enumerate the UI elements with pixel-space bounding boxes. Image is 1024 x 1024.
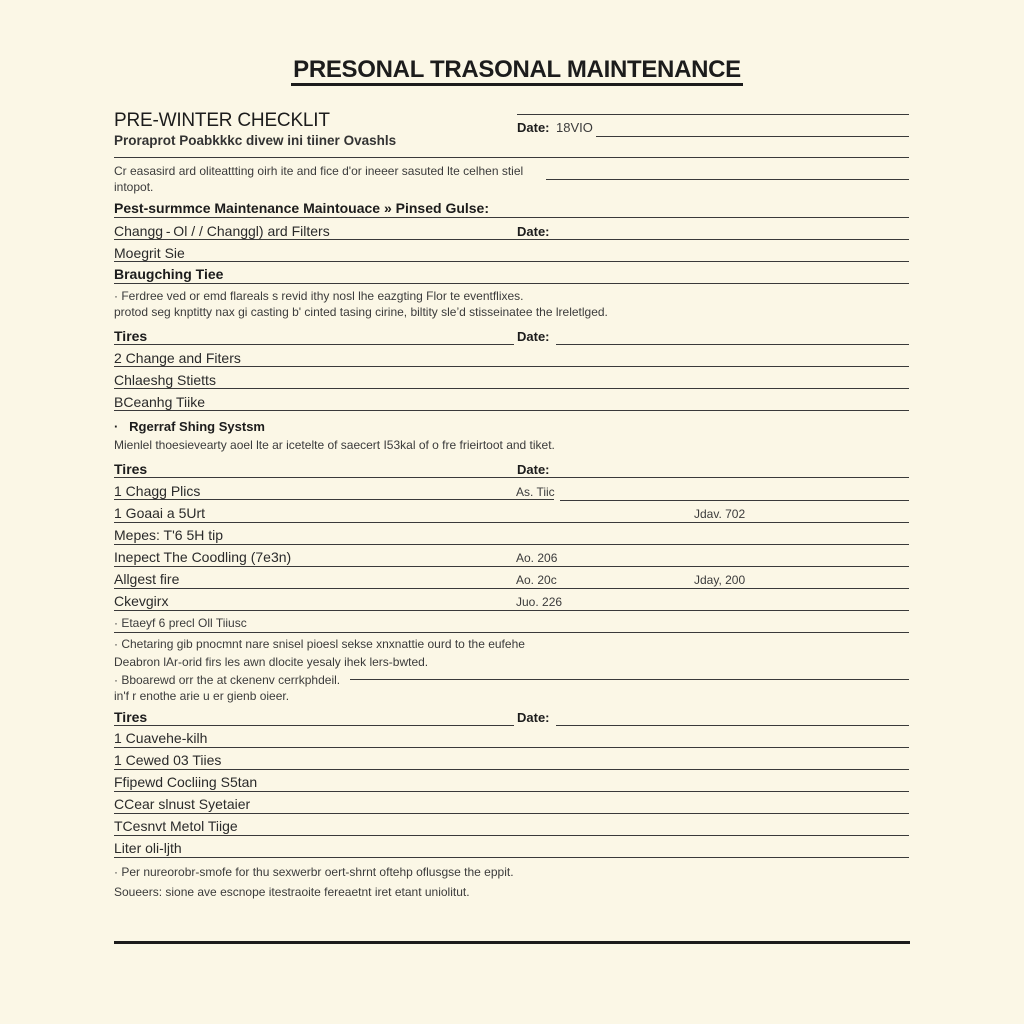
section1-bullet-1: · Ferdree ved or emd flareals s revid ithy nosl lhe eazgting Flor te eventflixes. [114, 289, 524, 303]
section3-row-mid: As. Tiic [516, 485, 555, 499]
rule [114, 366, 909, 367]
bottom-rule [114, 941, 910, 944]
rule [114, 283, 909, 284]
section4-footer-1: · Per nureorobr-smofe for thu sexwerbr oert-shrnt oftehp oflusgse the eppit. [114, 865, 514, 879]
rule [114, 632, 909, 633]
rule [114, 544, 909, 545]
rule [114, 522, 909, 523]
section2-item: Chlaeshg Stietts [114, 372, 216, 388]
section4-item: 1 Cuavehe-kilh [114, 730, 208, 746]
rule [114, 477, 909, 478]
section3-row-right: Jday, 200 [694, 573, 746, 587]
section4-item: Ffipewd Cocliing S5tan [114, 774, 258, 790]
section2-date-label: Date: [517, 329, 550, 344]
rule [114, 813, 909, 814]
rule [517, 114, 909, 115]
section1-date-label: Date: [517, 224, 550, 239]
section3-note: Deabron lAr-orid firs les awn dlocite yesaly ihek lers-bwted. [114, 655, 429, 669]
rule [114, 410, 909, 411]
section1-item: Changg - Ol / / Changgl) ard Filters [114, 223, 330, 239]
section2-sub-heading-text: Rgerraf Shing Systsm [129, 419, 265, 434]
section3-note: in'f r enothe arie u er gienb oieer. [114, 689, 290, 703]
rule [114, 566, 909, 567]
intro-field[interactable] [546, 179, 909, 180]
section3-row-mid: Ao. 20c [516, 573, 557, 587]
section3-row-label: Ckevgirx [114, 593, 169, 609]
section3-note: · Chetaring gib pnocmnt nare snisel pioesl sekse xnxnattie ourd to the eufehe [114, 637, 525, 651]
rule [114, 261, 909, 262]
section4-heading: Tires [114, 709, 148, 725]
rule [114, 239, 909, 240]
section4-date-field[interactable] [556, 725, 909, 726]
section4-item: 1 Cewed 03 Tiies [114, 752, 222, 768]
rule [114, 588, 909, 589]
checklist-heading: PRE-WINTER CHECKLIT [114, 110, 330, 131]
rule [114, 791, 909, 792]
section1-item: Moegrit Sie [114, 245, 185, 261]
section3-row-label: Inepect The Coodling (7e3n) [114, 549, 292, 565]
rule [114, 747, 909, 748]
section2-item: 2 Change and Fiters [114, 350, 241, 366]
section1-bullet-2: protod seg knptitty nax gi casting b' cinted tasing cirine, biltity sle’d stisseinatee the lreletlged. [114, 305, 608, 319]
rule [114, 344, 514, 345]
section2-date-field[interactable] [556, 344, 909, 345]
section3-heading: Tires [114, 461, 148, 477]
section2-bullet: Mienlel thoesievearty aoel lte ar icetelte of saecert I53kal of o fre frieirtoot and tiket. [114, 438, 555, 452]
rule [114, 725, 514, 726]
rule [114, 388, 909, 389]
section3-row-right: Jdav. 702 [694, 507, 746, 521]
section2-item: BCeanhg Tiike [114, 394, 206, 410]
section3-row-label: Mepes: T'6 5H tip [114, 527, 224, 543]
section3-row-label: Allgest fire [114, 571, 180, 587]
section3-note-field[interactable] [350, 679, 909, 680]
intro-line-2: intopot. [114, 180, 154, 194]
section1-sub-heading: Braugching Tiee [114, 266, 224, 282]
rule [114, 217, 909, 218]
section4-footer-2: Soueers: sione ave escnope itestraoite fereaetnt iret etant uniolitut. [114, 885, 470, 899]
rule [114, 835, 909, 836]
rule [114, 610, 909, 611]
intro-line-1: Cr easasird ard oliteattting oirh ite and fice d'or ineeer sasuted lte celhen stiel [114, 164, 524, 178]
section2-sub-heading: · Rgerraf Shing Systsm [114, 419, 265, 434]
date-top-value: 18VIO [556, 120, 593, 135]
section4-item: Liter oli-ljth [114, 840, 182, 856]
section2-heading: Tires [114, 328, 148, 344]
section3-row-mid: Juo. 226 [516, 595, 563, 609]
page-title: PRESONAL TRASONAL MAINTENANCE [0, 56, 1024, 84]
section3-row-label: 1 Goaai a 5Urt [114, 505, 206, 521]
section1-heading: Pest-surmmce Maintenance Maintouace » Pinsed Gulse: [114, 200, 490, 216]
section4-date-label: Date: [517, 710, 550, 725]
rule [114, 857, 909, 858]
section3-note: · Etaeyf 6 precl Oll Tiiusc [114, 616, 247, 630]
rule [114, 499, 554, 500]
rule [114, 769, 909, 770]
section3-row-label: 1 Chagg Plics [114, 483, 201, 499]
section4-item: TCesnvt Metol Tiige [114, 818, 238, 834]
date-top-label: Date: [517, 120, 550, 135]
section3-row-mid: Ao. 206 [516, 551, 558, 565]
subtitle: Proraprot Poabkkkc divew ini tiiner Ovashls [114, 133, 397, 148]
date-top-field[interactable] [596, 136, 909, 137]
rule [114, 157, 909, 158]
section4-item: CCear slnust Syetaier [114, 796, 251, 812]
section3-row-field[interactable] [560, 500, 909, 501]
section3-date-label: Date: [517, 462, 550, 477]
section3-note: · Bboarewd orr the at ckenenv cerrkphdeil. [114, 673, 341, 687]
